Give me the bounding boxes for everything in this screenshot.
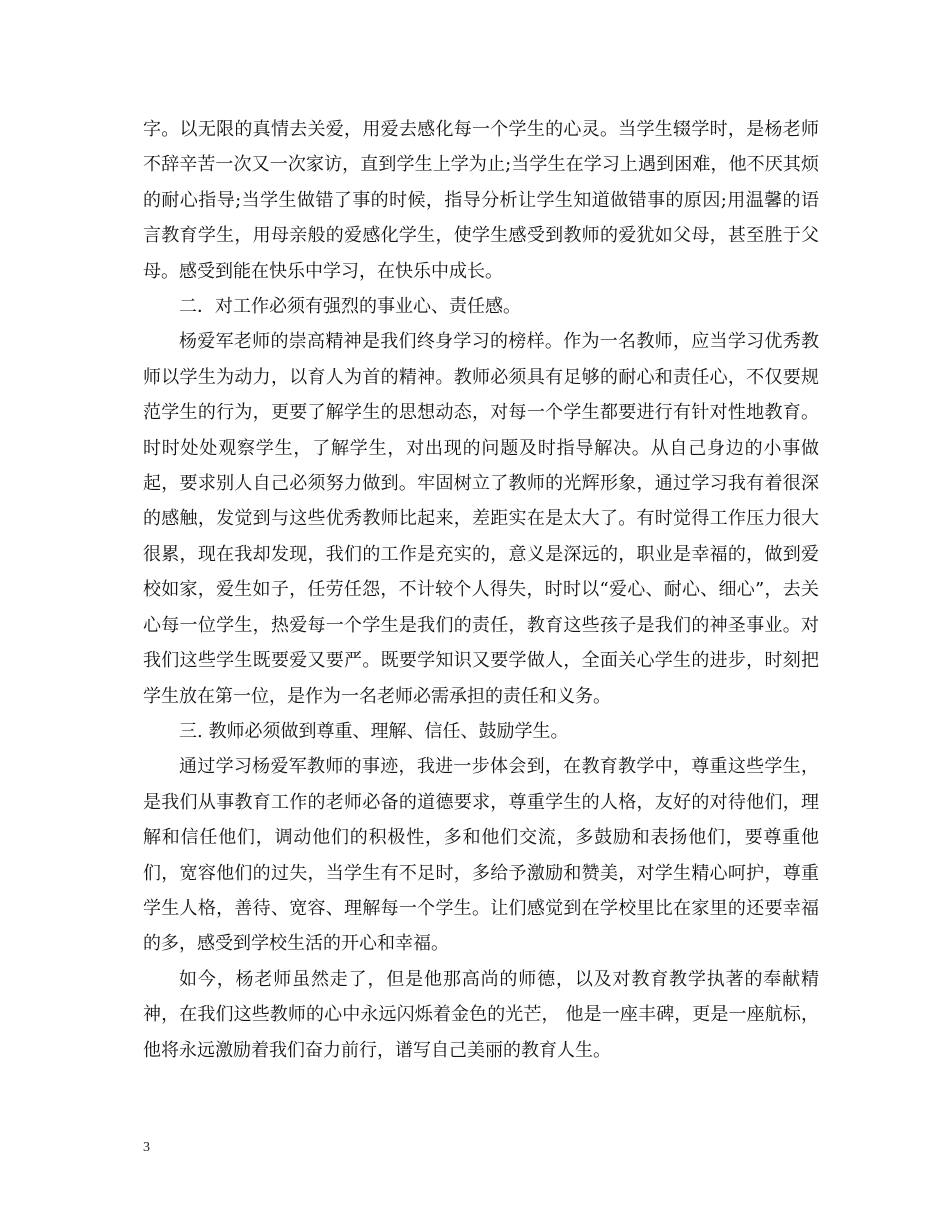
paragraph-continuation: 字。以无限的真情去关爱，用爱去感化每一个学生的心灵。当学生辍学时，是杨老师不辞辛苦一次又一次家访，直到学生上学为止;当学生在学习上遇到困难，他不厌其烦的耐心指导;当学生做错了事的时候，指导分析让学生知道做错事的原因;用温馨的语言教育学生，用母亲般的爱感化学生，使学生感受到教师的爱犹如父母，甚至胜于父母。感受到能在快乐中学习，在快乐中成长。 [143, 119, 819, 282]
section-heading-two: 二．对工作必须有强烈的事业心、责任感。 [179, 296, 521, 318]
paragraph-responsibility: 杨爱军老师的崇高精神是我们终身学习的榜样。作为一名教师，应当学习优秀教师以学生为动力，以育人为首的精神。教师必须具有足够的耐心和责任心，不仅要规范学生的行为，更要了解学生的思想动态，对每一个学生都要进行有针对性地教育。时时处处观察学生，了解学生，对出现的问题及时指导解决。从自己身边的小事做起，要求别人自己必须努力做到。牢固树立了教师的光辉形象，通过学习我有着很深的感触，发觉到与这些优秀教师比起来，差距实在是太大了。有时觉得工作压力很大很累，现在我却发现，我们的工作是充实的，意义是深远的，职业是幸福的，做到爱校如家，爱生如子，任劳任怨，不计较个人得失，时时以“爱心、耐心、细心”，去关心每一位学生，热爱每一个学生是我们的责任，教育这些孩子是我们的神圣事业。对我们这些学生既要爱又要严。既要学知识又要学做人，全面关心学生的进步，时刻把学生放在第一位，是作为一名老师必需承担的责任和义务。 [143, 331, 819, 707]
document-body [143, 112, 819, 1068]
paragraph-respect: 通过学习杨爱军教师的事迹，我进一步体会到，在教育教学中，尊重这些学生，是我们从事教育工作的老师必备的道德要求，尊重学生的人格，友好的对待他们，理解和信任他们，调动他们的积极性，多和他们交流，多鼓励和表扬他们，要尊重他们，宽容他们的过失，当学生有不足时，多给予激励和赞美，对学生精心呵护，尊重学生人格，善待、宽容、理解每一个学生。让们感觉到在学校里比在家里的还要幸福的多，感受到学校生活的开心和幸福。 [143, 756, 819, 955]
section-heading-three: 三. 教师必须做到尊重、理解、信任、鼓励学生。 [179, 720, 569, 742]
page-number: 3 [143, 1140, 150, 1155]
paragraph-conclusion: 如今，杨老师虽然走了，但是他那高尚的师德，以及对教育教学执著的奉献精神，在我们这些教师的心中永远闪烁着金色的光芒， 他是一座丰碑，更是一座航标，他将永远激励着我们奋力前行，谱写自己美丽的教育人生。 [143, 968, 819, 1061]
